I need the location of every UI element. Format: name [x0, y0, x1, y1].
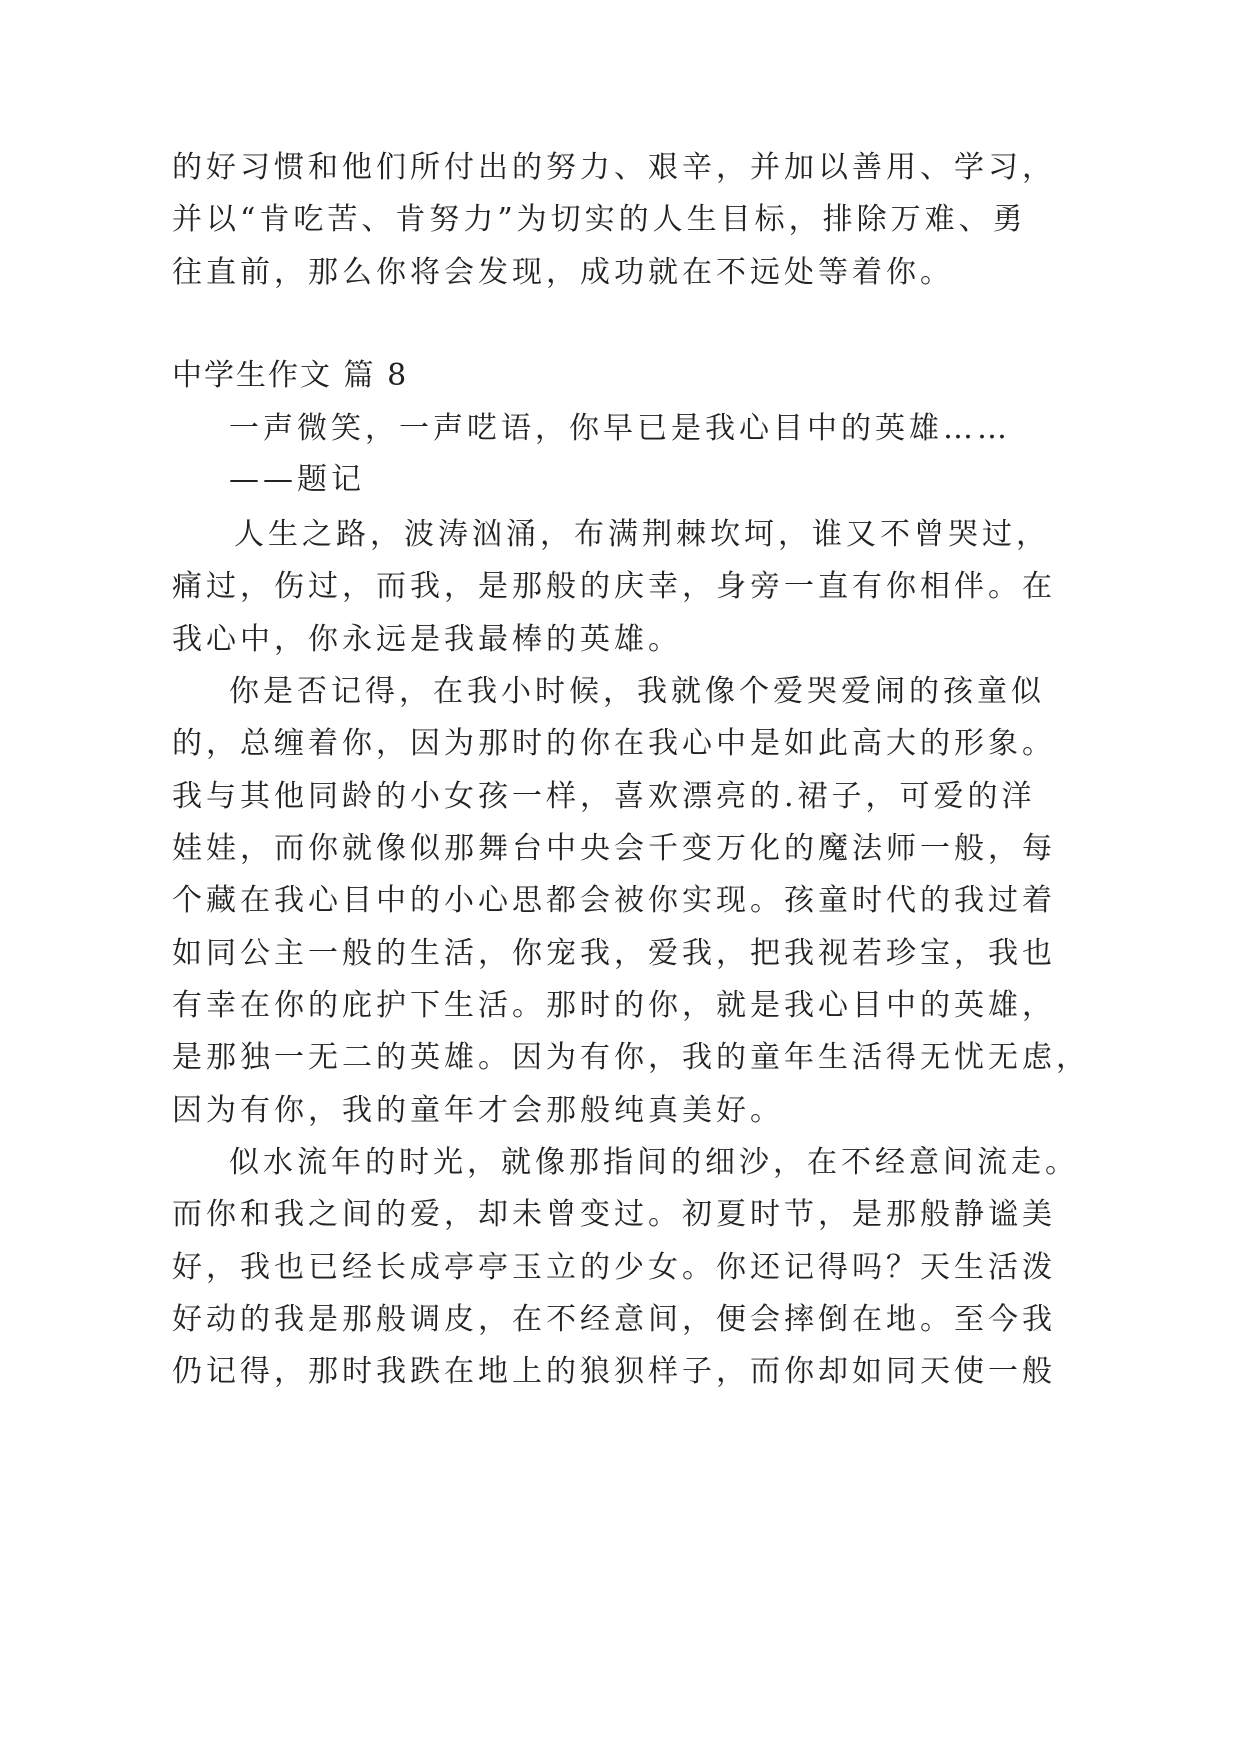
paragraph-2-line-1: 你是否记得，在我小时候，我就像个爱哭爱闹的孩童似	[229, 674, 1045, 709]
paragraph-2-line-5: 个藏在我心目中的小心思都会被你实现。孩童时代的我过着	[172, 883, 1056, 918]
paragraph-3-line-1: 似水流年的时光，就像那指间的细沙，在不经意间流走。	[229, 1145, 1079, 1180]
paragraph-1-line-3: 我心中，你永远是我最棒的英雄。	[172, 622, 682, 657]
paragraph-2-line-7: 有幸在你的庇护下生活。那时的你，就是我心目中的英雄，	[172, 988, 1056, 1023]
epigraph-source: ——题记	[229, 462, 365, 497]
paragraph-2-line-8: 是那独一无二的英雄。因为有你，我的童年生活得无忧无虑，	[172, 1040, 1090, 1075]
paragraph-2-line-3: 我与其他同龄的小女孩一样，喜欢漂亮的.裙子，可爱的洋	[172, 779, 1036, 814]
intro-line-1: 的好习惯和他们所付出的努力、艰辛，并加以善用、学习，	[172, 150, 1056, 185]
paragraph-3-line-2: 而你和我之间的爱，却未曾变过。初夏时节，是那般静谧美	[172, 1197, 1056, 1232]
intro-line-3: 往直前，那么你将会发现，成功就在不远处等着你。	[172, 255, 954, 290]
epigraph: 一声微笑，一声呓语，你早已是我心目中的英雄……	[229, 411, 1011, 446]
intro-line-2: 并以“肯吃苦、肯努力”为切实的人生目标，排除万难、勇	[172, 202, 1027, 237]
paragraph-2-line-4: 娃娃，而你就像似那舞台中央会千变万化的魔法师一般，每	[172, 831, 1056, 866]
paragraph-2-line-2: 的，总缠着你，因为那时的你在我心中是如此高大的形象。	[172, 726, 1056, 761]
paragraph-1-line-1: 人生之路，波涛汹涌，布满荆棘坎坷，谁又不曾哭过，	[234, 517, 1050, 552]
paragraph-1-line-2: 痛过，伤过，而我，是那般的庆幸，身旁一直有你相伴。在	[172, 569, 1056, 604]
paragraph-2-line-6: 如同公主一般的生活，你宠我，爱我，把我视若珍宝，我也	[172, 936, 1056, 971]
paragraph-2-line-9: 因为有你，我的童年才会那般纯真美好。	[172, 1093, 784, 1128]
paragraph-3-line-5: 仍记得，那时我跌在地上的狼狈样子，而你却如同天使一般	[172, 1354, 1056, 1389]
paragraph-3-line-4: 好动的我是那般调皮，在不经意间，便会摔倒在地。至今我	[172, 1302, 1056, 1337]
section-title: 中学生作文 篇 8	[172, 358, 409, 393]
paragraph-3-line-3: 好，我也已经长成亭亭玉立的少女。你还记得吗？天生活泼	[172, 1250, 1056, 1285]
